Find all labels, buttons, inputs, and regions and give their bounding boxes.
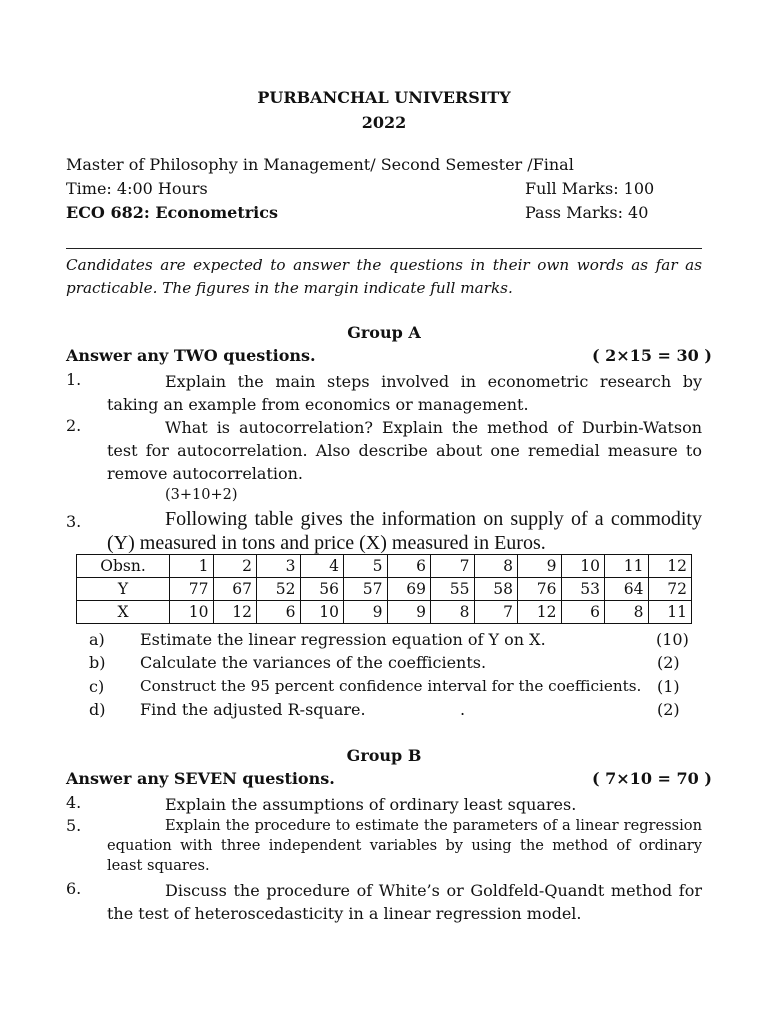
table-cell: 57 (344, 578, 388, 601)
question-2 (107, 416, 702, 485)
group-a-title: Group A (347, 323, 421, 342)
table-cell: 76 (518, 578, 562, 601)
group-a-marks: ( 2×15 = 30 ) (592, 346, 712, 365)
table-cell: 1 (170, 555, 214, 578)
table-cell: 6 (561, 601, 605, 624)
question-text: Explain the main steps involved in econometric research by taking an example from economics or management. (107, 372, 702, 414)
table-cell: 7 (474, 601, 518, 624)
group-b-instruction: Answer any SEVEN questions. (66, 769, 335, 788)
table-cell: 52 (257, 578, 301, 601)
question-4 (107, 793, 702, 816)
table-cell: 10 (300, 601, 344, 624)
question-text: Discuss the procedure of White’s or Goldfeld-Quandt method for the test of heteroscedasticity in a linear regression model. (107, 881, 702, 923)
question-3 (107, 507, 702, 555)
group-b-title: Group B (346, 746, 422, 765)
subpart-label: c) (89, 677, 105, 696)
university-title: PURBANCHAL UNIVERSITY (257, 88, 511, 107)
question-text: What is autocorrelation? Explain the method of Durbin-Watson test for autocorrelation. Also describe about one remedial measure to remove autocorrelation. (107, 418, 702, 483)
table-cell: 9 (518, 555, 562, 578)
table-cell: 53 (561, 578, 605, 601)
subpart-marks: (10) (656, 630, 689, 649)
data-table (76, 554, 692, 624)
table-cell: 8 (605, 601, 649, 624)
divider (66, 248, 702, 249)
table-cell: 10 (170, 601, 214, 624)
group-a-instruction: Answer any TWO questions. (66, 346, 316, 365)
table-cell: 9 (387, 601, 431, 624)
question-2-marks: (3+10+2) (165, 487, 238, 503)
exam-year: 2022 (361, 113, 407, 132)
question-6 (107, 879, 702, 925)
table-cell: 9 (344, 601, 388, 624)
table-cell: 12 (213, 601, 257, 624)
table-cell: 72 (648, 578, 692, 601)
subpart-text: Construct the 95 percent confidence interval for the coefficients. (140, 677, 642, 695)
table-cell: 64 (605, 578, 649, 601)
table-cell: 12 (648, 555, 692, 578)
subpart-marks: (1) (657, 677, 680, 696)
question-5 (107, 816, 702, 876)
instructions: Candidates are expected to answer the questions in their own words as far as practicable. The figures in the margin indicate full marks. (66, 256, 702, 297)
subpart-text: Estimate the linear regression equation of Y on X. (140, 630, 546, 649)
table-cell: 11 (605, 555, 649, 578)
question-1 (107, 370, 702, 416)
subpart-dot: . (460, 700, 466, 719)
table-cell: 5 (344, 555, 388, 578)
subpart-text: Find the adjusted R-square. (140, 700, 366, 719)
table-cell: 4 (300, 555, 344, 578)
question-number: 3. (66, 512, 82, 531)
table-cell: 11 (648, 601, 692, 624)
table-row (77, 555, 692, 578)
table-cell: 77 (170, 578, 214, 601)
table-cell: 56 (300, 578, 344, 601)
table-cell: 3 (257, 555, 301, 578)
group-b-marks: ( 7×10 = 70 ) (592, 769, 712, 788)
table-cell: 12 (518, 601, 562, 624)
table-cell: 6 (387, 555, 431, 578)
table-cell: 67 (213, 578, 257, 601)
subpart-label: a) (89, 630, 105, 649)
question-number: 4. (66, 793, 82, 812)
table-cell: 8 (474, 555, 518, 578)
pass-marks: Pass Marks: 40 (525, 203, 649, 222)
table-cell: 6 (257, 601, 301, 624)
question-number: 5. (66, 816, 82, 835)
table-row (77, 578, 692, 601)
table-cell: 69 (387, 578, 431, 601)
table-header-cell: X (77, 601, 170, 624)
subpart-marks: (2) (657, 653, 680, 672)
question-number: 1. (66, 370, 82, 389)
table-row (77, 601, 692, 624)
table-cell: 8 (431, 601, 475, 624)
course-title: ECO 682: Econometrics (66, 203, 278, 222)
table-cell: 58 (474, 578, 518, 601)
table-header-cell: Obsn. (77, 555, 170, 578)
subpart-text: Calculate the variances of the coefficients. (140, 653, 487, 672)
question-text: Following table gives the information on supply of a commodity (Y) measured in tons and price (X) measured in Euros. (107, 508, 702, 554)
question-number: 6. (66, 879, 82, 898)
table-cell: 2 (213, 555, 257, 578)
subpart-label: d) (89, 700, 106, 719)
time-label: Time: 4:00 Hours (66, 179, 208, 198)
table-cell: 7 (431, 555, 475, 578)
full-marks: Full Marks: 100 (525, 179, 655, 198)
program-line: Master of Philosophy in Management/ Second Semester /Final (66, 155, 574, 174)
subpart-label: b) (89, 653, 106, 672)
table-cell: 10 (561, 555, 605, 578)
question-text: Explain the procedure to estimate the parameters of a linear regression equation with three independent variables by using the method of ordinary least squares. (107, 817, 702, 874)
subpart-marks: (2) (657, 700, 680, 719)
table-cell: 55 (431, 578, 475, 601)
table-header-cell: Y (77, 578, 170, 601)
question-number: 2. (66, 416, 82, 435)
question-text: Explain the assumptions of ordinary least squares. (165, 795, 577, 814)
